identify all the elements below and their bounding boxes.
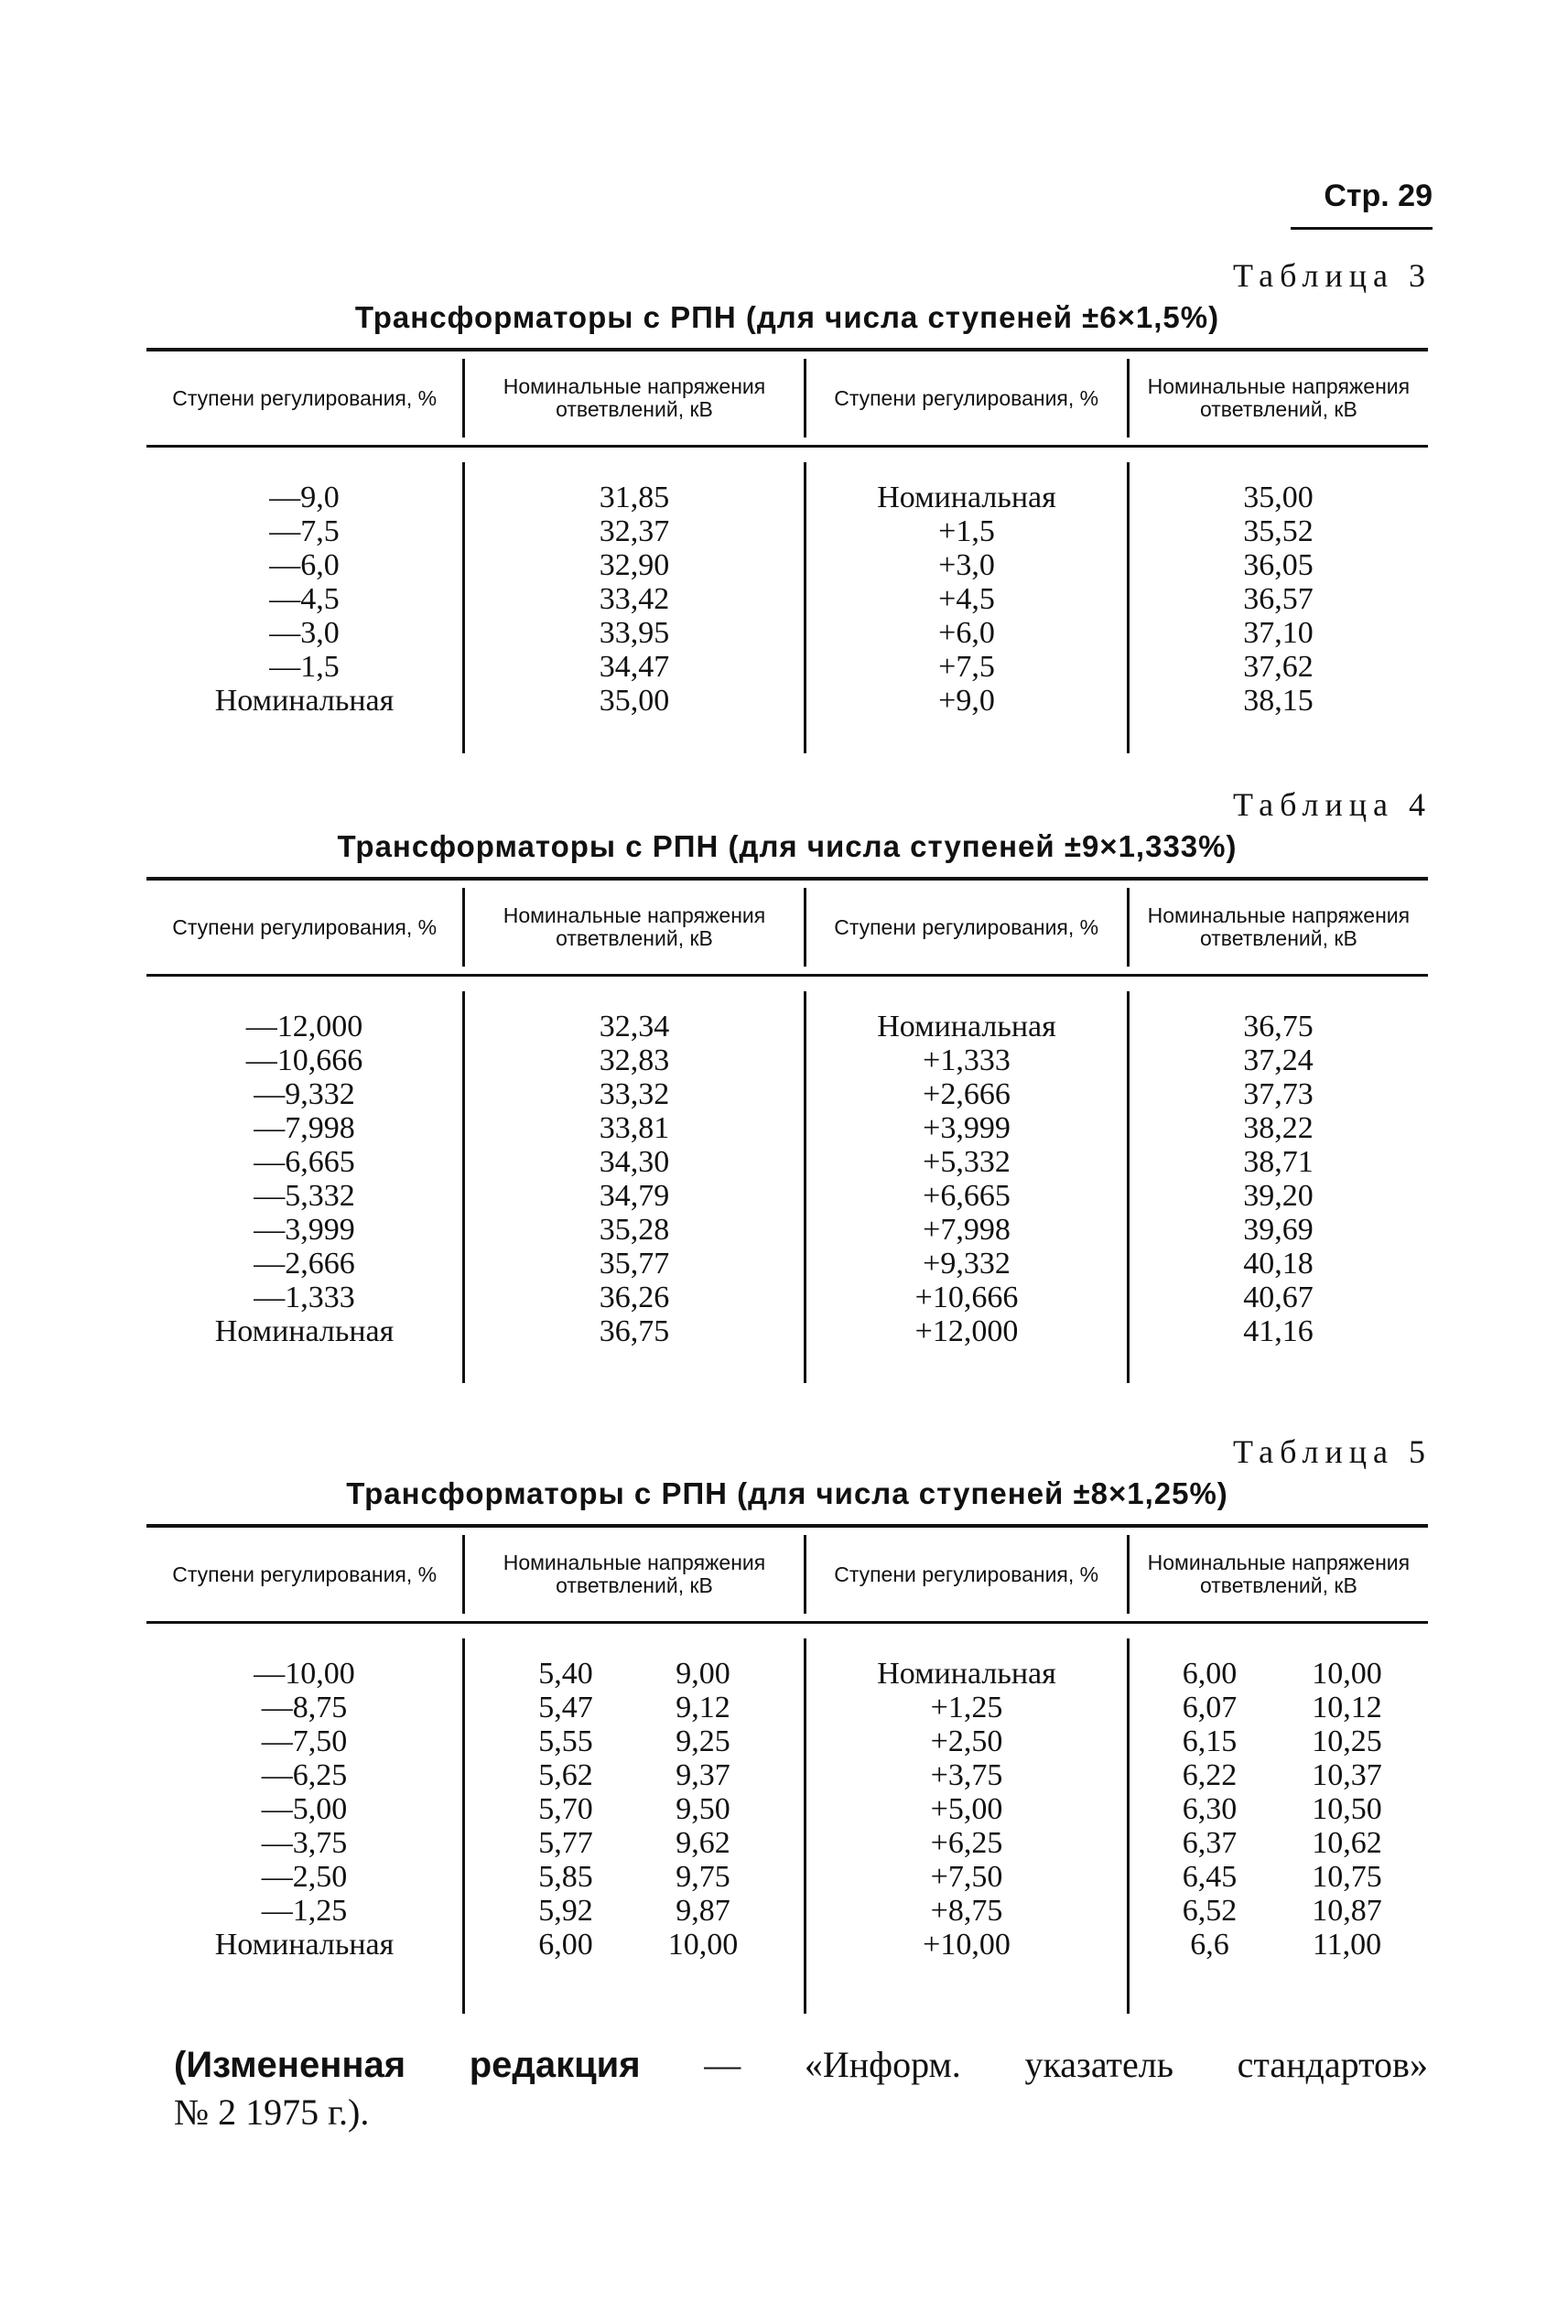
header-voltage-left: Номинальные напряжения ответвлений, кВ [465,359,806,438]
table-cell: 37,62 [1243,650,1314,684]
table-cell [465,1758,804,1792]
table-3 [146,256,1432,753]
table-cell: —1,5 [269,650,340,684]
header-steps-left: Ступени регулирования, % [146,1535,465,1614]
table-cell [465,1724,804,1758]
table-cell: —3,999 [254,1213,355,1247]
table-number: Таблица 4 [1233,786,1432,823]
amendment-word: «Информ. [804,2044,961,2085]
page-number: Стр. 29 [1324,178,1433,213]
table-cell-value: 6,22 [1182,1758,1238,1792]
table-cell-value: 6,52 [1182,1894,1238,1928]
table-cell: 41,16 [1243,1314,1314,1348]
table-title: Трансформаторы с РПН (для числа ступеней ±9×1,333%) [337,829,1238,863]
table-cell: 36,57 [1243,582,1314,616]
table-cell-value: 6,6 [1190,1928,1229,1962]
table-cell-value: 9,50 [676,1792,730,1826]
col-left-steps [146,991,465,1383]
header-steps-left: Ступени регулирования, % [146,888,465,967]
table-cell: +12,000 [914,1314,1019,1348]
table-cell: +2,666 [923,1077,1011,1111]
table-cell: 34,79 [599,1179,670,1213]
table-cell: 33,95 [599,616,670,650]
table-cell: 37,10 [1243,616,1314,650]
table-cell [465,1928,804,1962]
table-cell-value: 10,25 [1312,1724,1382,1758]
header-steps-right: Ступени регулирования, % [806,359,1130,438]
table-cell-value: 9,25 [676,1724,730,1758]
table-cell-value: 5,55 [538,1724,593,1758]
table-cell-value: 10,87 [1312,1894,1382,1928]
table-cell: 35,52 [1243,514,1314,548]
table-cell: 35,00 [599,684,670,718]
table-cell: 32,90 [599,548,670,582]
table-cell [465,1894,804,1928]
table-cell: —6,0 [269,548,340,582]
table-number: Таблица 5 [1233,1433,1432,1470]
table-cell: 35,00 [1243,481,1314,514]
table-cell-value: 9,00 [676,1657,730,1691]
col-left-steps [146,1638,465,2014]
table-cell: 38,15 [1243,684,1314,718]
table-5 [146,1432,1432,2014]
table-cell: 34,47 [599,650,670,684]
table-cell: +4,5 [938,582,995,616]
table-cell: 38,71 [1243,1145,1314,1179]
table-cell [465,1657,804,1691]
header-steps-right: Ступени регулирования, % [806,1535,1130,1614]
table-cell: —9,0 [269,481,340,514]
table-cell: 36,05 [1243,548,1314,582]
table-cell: +5,332 [923,1145,1011,1179]
table-cell-value: 5,40 [538,1657,593,1691]
table-header [146,351,1428,448]
col-right-volts [1130,1638,1427,2014]
table-cell: 33,42 [599,582,670,616]
table-cell [1130,1724,1427,1758]
table-cell: +1,5 [938,514,995,548]
table-cell-value: 10,62 [1312,1826,1382,1860]
col-right-steps [806,462,1130,753]
table-title: Трансформаторы с РПН (для числа ступеней ±8×1,25%) [346,1476,1228,1510]
header-steps-right: Ступени регулирования, % [806,888,1130,967]
table-cell: —6,665 [254,1145,355,1179]
header-steps-left: Ступени регулирования, % [146,359,465,438]
table-cell-value: 5,70 [538,1792,593,1826]
table-4 [146,785,1432,1383]
table-cell [465,1860,804,1894]
table-cell-value: 9,62 [676,1826,730,1860]
table-cell-value: 11,00 [1312,1928,1382,1962]
table-cell: 35,28 [599,1213,670,1247]
col-right-volts [1130,991,1427,1383]
table-header [146,881,1428,977]
table-cell [1130,1826,1427,1860]
table-cell: +9,0 [938,684,995,718]
table-cell: 33,32 [599,1077,670,1111]
table-cell-value: 6,37 [1182,1826,1238,1860]
table-cell [1130,1691,1427,1724]
table-cell: —7,5 [269,514,340,548]
table-cell [1130,1792,1427,1826]
table-cell [465,1826,804,1860]
table-cell: +3,0 [938,548,995,582]
header-voltage-right: Номинальные напряжения ответвлений, кВ [1147,903,1411,950]
amendment-word: редакция [469,2045,641,2085]
table-cell: —10,666 [245,1043,363,1077]
table-number: Таблица 3 [1233,257,1432,294]
col-left-volts [465,462,806,753]
table-cell [1130,1928,1427,1962]
table-cell: —8,75 [261,1691,348,1724]
table-cell-value: 6,00 [1182,1657,1238,1691]
table-cell-value: 5,62 [538,1758,593,1792]
table-cell: 38,22 [1243,1111,1314,1145]
table-cell-value: 6,30 [1182,1792,1238,1826]
table-cell: —5,332 [254,1179,355,1213]
table-cell: —7,50 [261,1724,348,1758]
table-cell-value: 10,00 [1312,1657,1382,1691]
amendment-line-2: № 2 1975 г.). [174,2092,370,2133]
table-cell [1130,1860,1427,1894]
table-cell: —5,00 [261,1792,348,1826]
table-cell: 39,20 [1243,1179,1314,1213]
table-cell-value: 10,75 [1312,1860,1382,1894]
table-cell: 40,67 [1243,1281,1314,1314]
table-cell-value: 6,07 [1182,1691,1238,1724]
header-voltage-right: Номинальные напряжения ответвлений, кВ [1147,1551,1411,1597]
table-cell: 39,69 [1243,1213,1314,1247]
amendment-note [174,2041,1428,2136]
table-cell: +2,50 [930,1724,1003,1758]
table-cell: —9,332 [254,1077,355,1111]
table-cell: +1,333 [923,1043,1011,1077]
table-cell [465,1691,804,1724]
table-cell: 32,37 [599,514,670,548]
table-cell: +1,25 [930,1691,1003,1724]
table-cell: —1,333 [254,1281,355,1314]
table-cell: 33,81 [599,1111,670,1145]
table-cell: +7,5 [938,650,995,684]
table-title: Трансформаторы с РПН (для числа ступеней ±6×1,5%) [354,300,1220,334]
table-cell: —6,25 [261,1758,348,1792]
col-left-steps [146,462,465,753]
table-cell: 37,24 [1243,1043,1314,1077]
col-right-volts [1130,462,1427,753]
table-cell: +6,665 [923,1179,1011,1213]
table-cell: +3,75 [930,1758,1003,1792]
amendment-word: указатель [1024,2044,1173,2085]
table-cell-value: 5,92 [538,1894,593,1928]
table-cell: +8,75 [930,1894,1003,1928]
table-cell: +10,666 [914,1281,1019,1314]
amendment-word: (Измененная [174,2045,406,2085]
table-cell: —4,5 [269,582,340,616]
table-cell: +9,332 [923,1247,1011,1281]
table-cell [1130,1657,1427,1691]
col-right-steps [806,991,1130,1383]
table-cell-value: 5,47 [538,1691,593,1724]
table-cell: +5,00 [930,1792,1003,1826]
table-cell: 32,83 [599,1043,670,1077]
table-cell-value: 5,85 [538,1860,593,1894]
table-cell-value: 10,12 [1312,1691,1382,1724]
col-left-volts [465,1638,806,2014]
table-cell [1130,1758,1427,1792]
table-cell: Номинальная [877,481,1056,514]
table-cell: 36,75 [599,1314,670,1348]
table-cell-value: 10,00 [667,1928,739,1962]
table-cell: —7,998 [254,1111,355,1145]
table-cell-value: 10,50 [1312,1792,1382,1826]
table-cell: —10,00 [254,1657,355,1691]
table-cell-value: 10,37 [1312,1758,1382,1792]
table-cell: +3,999 [923,1111,1011,1145]
table-cell: Номинальная [214,1928,395,1962]
table-cell-value: 9,75 [676,1860,730,1894]
table-cell: +6,25 [930,1826,1003,1860]
table-cell: 36,26 [599,1281,670,1314]
table-cell: +10,00 [923,1928,1011,1962]
table-cell-value: 5,77 [538,1826,593,1860]
header-voltage-right: Номинальные напряжения ответвлений, кВ [1147,374,1411,421]
col-right-steps [806,1638,1130,2014]
amendment-word: стандартов» [1237,2044,1428,2085]
page-number-rule [1291,227,1433,230]
table-cell-value: 6,45 [1182,1860,1238,1894]
table-cell: 35,77 [599,1247,670,1281]
table-cell-value: 6,00 [538,1928,593,1962]
table-cell: —3,75 [261,1826,348,1860]
header-voltage-left: Номинальные напряжения ответвлений, кВ [465,1535,806,1614]
table-cell [1130,1894,1427,1928]
table-cell [465,1792,804,1826]
amendment-word: — [704,2044,741,2085]
table-cell: —3,0 [269,616,340,650]
table-cell: +7,50 [930,1860,1003,1894]
table-cell: —2,50 [261,1860,348,1894]
table-header [146,1528,1428,1624]
table-cell: 36,75 [1243,1010,1314,1043]
table-cell: +6,0 [938,616,995,650]
table-cell-value: 6,15 [1182,1724,1238,1758]
table-cell: Номинальная [877,1010,1056,1043]
table-cell: +7,998 [923,1213,1011,1247]
table-cell: —12,000 [245,1010,363,1043]
table-cell: Номинальная [877,1657,1056,1691]
table-cell: —1,25 [261,1894,348,1928]
table-cell: Номинальная [214,1314,395,1348]
table-cell: Номинальная [214,684,395,718]
table-cell-value: 9,87 [676,1894,730,1928]
table-cell-value: 9,37 [676,1758,730,1792]
table-cell: 40,18 [1243,1247,1314,1281]
table-cell-value: 9,12 [676,1691,730,1724]
header-voltage-left: Номинальные напряжения ответвлений, кВ [465,888,806,967]
table-cell: 32,34 [599,1010,670,1043]
table-cell: 31,85 [599,481,670,514]
table-cell: 37,73 [1243,1077,1314,1111]
table-cell: —2,666 [254,1247,355,1281]
col-left-volts [465,991,806,1383]
amendment-line-1 [174,2041,1428,2089]
table-cell: 34,30 [599,1145,670,1179]
